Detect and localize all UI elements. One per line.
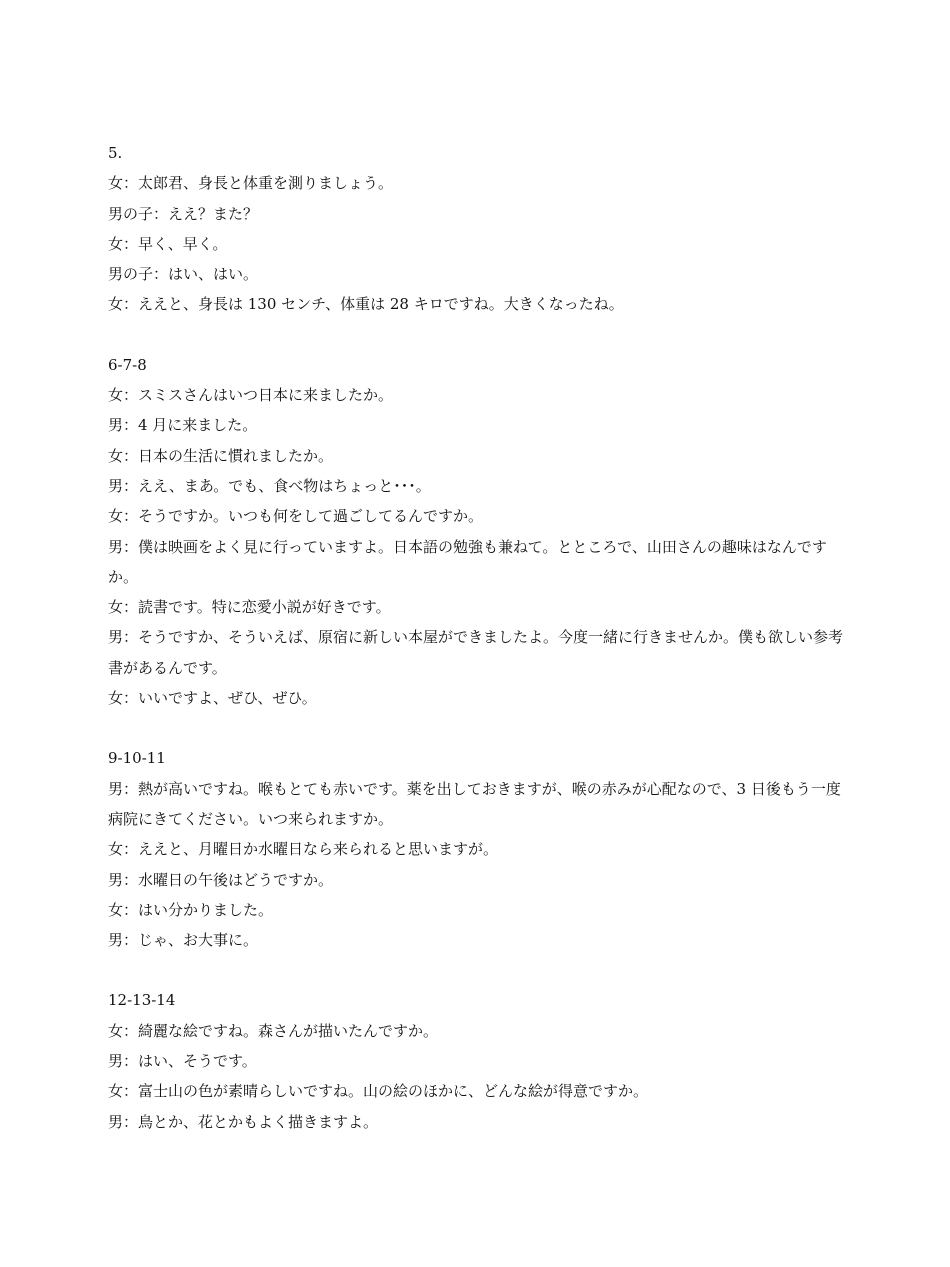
dialogue-line: 男の子：ええ？また？ bbox=[108, 204, 259, 223]
dialogue-line: 女：読書です。特に恋愛小説が好きです。 bbox=[108, 598, 391, 617]
dialogue-line: 男：ええ、まあ。でも、食べ物はちょっと･･･。 bbox=[108, 476, 431, 495]
section-number: 9-10-11 bbox=[108, 749, 166, 768]
dialogue-line: 女：綺麗な絵ですね。森さんが描いたんですか。 bbox=[108, 1021, 439, 1040]
dialogue-line: 女：そうですか。いつも何をして過ごしてるんですか。 bbox=[108, 507, 484, 526]
dialogue-section-9-10-11 bbox=[108, 743, 843, 955]
dialogue-line: 男：鳥とか、花とかもよく描きますよ。 bbox=[108, 1112, 379, 1131]
dialogue-line: 男：そうですか、そういえば、原宿に新しい本屋ができましたよ。今度一緒に行きませんか。僕も欲しい参考書があるんです。 bbox=[108, 628, 844, 677]
dialogue-line: 男の子：はい、はい。 bbox=[108, 265, 259, 284]
dialogue-line: 男：4 月に来ました。 bbox=[108, 416, 258, 435]
dialogue-line: 男：水曜日の午後はどうですか。 bbox=[108, 870, 334, 889]
dialogue-line: 男：熱が高いですね。喉もとても赤いです。薬を出しておきますが、喉の赤みが心配なので、3 日後もう一度病院にきてください。いつ来られますか。 bbox=[108, 779, 841, 828]
dialogue-line: 女：はい分かりました。 bbox=[108, 900, 274, 919]
dialogue-line: 男：はい、そうです。 bbox=[108, 1052, 257, 1071]
dialogue-line: 女：ええと、身長は 130 センチ、体重は 28 キロですね。大きくなったね。 bbox=[108, 295, 624, 314]
dialogue-line: 男：じゃ、お大事に。 bbox=[108, 931, 259, 950]
dialogue-section-12-13-14 bbox=[108, 985, 843, 1136]
section-number: 12-13-14 bbox=[108, 991, 176, 1010]
dialogue-line: 男：僕は映画をよく見に行っていますよ。日本語の勉強も兼ねて。とところで、山田さんの趣味はなんですか。 bbox=[108, 537, 827, 586]
dialogue-line: 女：いいですよ、ぜひ、ぜひ。 bbox=[108, 689, 317, 708]
dialogue-line: 女：早く、早く。 bbox=[108, 234, 228, 253]
transcript-page bbox=[108, 138, 843, 1167]
dialogue-line: 女：富士山の色が素晴らしいですね。山の絵のほかに、どんな絵が得意ですか。 bbox=[108, 1082, 649, 1101]
dialogue-line: 女：太郎君、身長と体重を測りましょう。 bbox=[108, 174, 394, 193]
dialogue-section-5 bbox=[108, 138, 843, 320]
dialogue-section-6-7-8 bbox=[108, 350, 843, 714]
dialogue-line: 女：スミスさんはいつ日本に来ましたか。 bbox=[108, 386, 394, 405]
dialogue-line: 女：日本の生活に慣れましたか。 bbox=[108, 446, 334, 465]
section-number: 5. bbox=[108, 144, 123, 162]
section-number: 6-7-8 bbox=[108, 355, 147, 374]
dialogue-line: 女：ええと、月曜日か水曜日なら来られると思いますが。 bbox=[108, 840, 499, 859]
